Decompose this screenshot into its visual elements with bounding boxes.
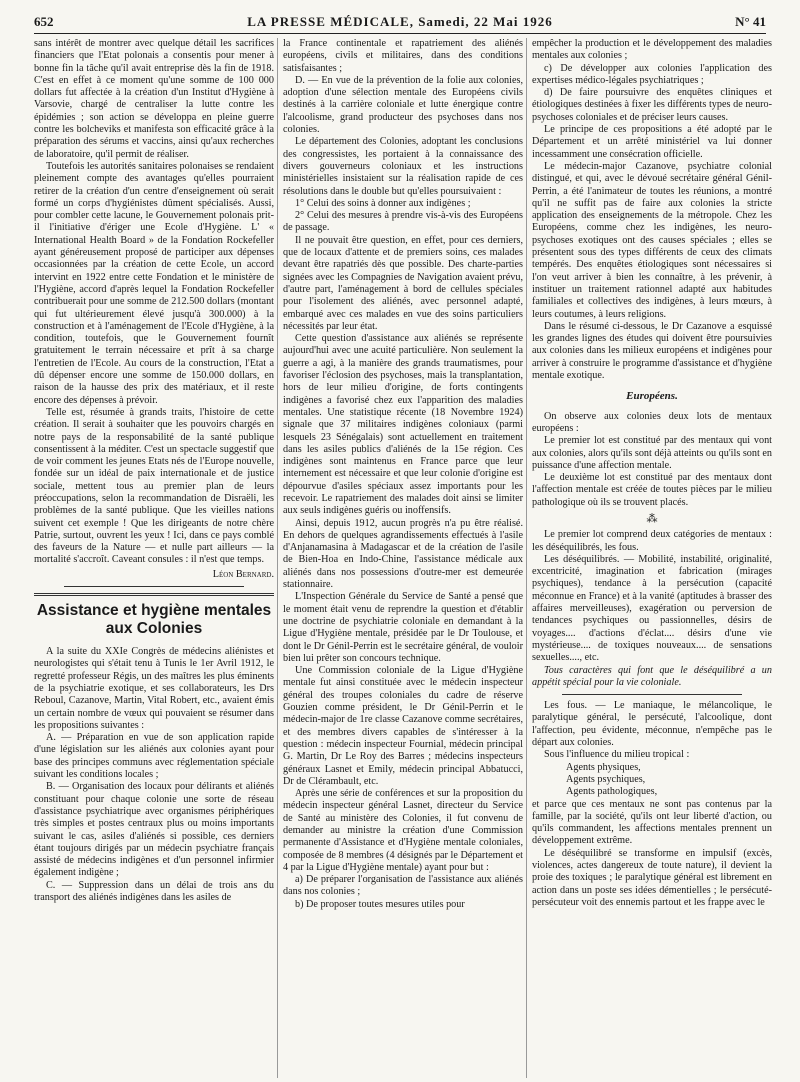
column-1 <box>34 38 274 1078</box>
column-2 <box>283 38 523 1078</box>
paragraph: Le département des Colonies, adoptant les conclusions des congressistes, les portaient à la connaissance des divers gouverneurs coloniaux et les instructions ministérielles insistaient sur la réalisation rapide de ces résolutions dans le double but qu'elles poursuivaient : <box>283 136 523 197</box>
paragraph: Telle est, résumée à grands traits, l'histoire de cette création. Il serait à souhaiter que les pouvoirs chargés en notre pays de la responsabilité de la santé publique consentissent à la méditer. C'est un spectacle suggestif que de voir comment les jeunes Etats nés de l'Europe nouvelle, fondée sur un idéal de paix internationale et de justice sociale, mettent tous au premier plan de leurs préoccupations, selon la recommandation de Disraëli, les problèmes de la santé publique. Que les vieilles nations suivent cet exemple ! Que les dirigeants de notre chère Patrie, surtout, ouvrent les yeux ! Ici, dans ce pays comblé des faveurs de la Nature — et nulle part ailleurs — la mortalité s'accroît. Caveant consules : il n'est que temps. <box>34 406 274 566</box>
column-separator <box>277 38 278 1078</box>
paragraph: Ainsi, depuis 1912, aucun progrès n'a pu être réalisé. En dehors de quelques agrandissements effectués à l'asile d'Anjanamasina à Madagascar et de la création de l'asile de Bien-Hoa en Indo-Chine, l'assistance médicale aux aliénés dans nos possessions d'outre-mer est demeurée stationnaire. <box>283 517 523 591</box>
article-title: Assistance et hygiène mentales aux Colonies <box>36 602 272 638</box>
paragraph: Cette question d'assistance aux aliénés se représente aujourd'hui avec une acuité particulière. Non seulement la guerre a agi, à la manière des grands traumatismes, pour favoriser l'éclosion des psychoses, mais la transplantation, hors de leur milieu d'origine, de forts contingents indigènes a favorisé chez eux l'apparition des maladies mentales. Une statistique récente (18 Novembre 1924) signale que 37 militaires indigènes coloniaux (parmi lesquels 23 Sénégalais) sont actuellement en traitement dans les asiles publics d'aliénés de la 15e région. Ces indigènes sont maintenus en France parce que leur internement est nécessaire et que leur colonie d'origine est dépourvue d'asiles spéciaux assez importants pour les recevoir. Le rapatriement des malades doit ainsi se limiter aux seuls indigènes guéris ou inoffensifs. <box>283 333 523 517</box>
paragraph: 1° Celui des soins à donner aux indigènes ; <box>295 197 471 209</box>
paragraph: Le deuxième lot est constitué par des mentaux dont l'affection mentale est créée de toutes pièces par le milieu pathologique où ils se trouvent placés. <box>532 472 772 508</box>
paragraph: Toutefois les autorités sanitaires polonaises se rendaient pleinement compte des avantages qu'elles pourraient retirer de la création d'un centre d'enseignement où serait formé un corps d'hygiénistes dûment spécialisés. Aussi, pour combler cette lacune, le Gouvernement polonais prit-il l'initiative d'ériger une Ecole d'Hygiène. L' « International Health Board » de la Fondation Rockefeller ayant généreusement proposé de participer aux dépenses occasionnées par la création de cette Ecole, un accord intervint en 1922 entre cette Fondation et le ministère de l'Hygiène, accord d'après lequel la Fondation Rockefeller contribuerait pour une somme de 212.500 dollars (montant qui fut ultérieurement élevé jusqu'à 300.000) à la construction et à l'aménagement de l'Ecole d'Hygiène, à la condition, toutefois, que le Gouvernement fournît gratuitement le terrain nécessaire et prît à sa charge l'entretien de l'Ecole. Au cours de la construction, l'Etat a dû dépenser encore une somme de 150.000 dollars, en raison de la hausse des prix des matériaux, et il reste encore des dépenses à prévoir. <box>34 160 274 406</box>
paragraph: Le médecin-major Cazanove, psychiatre colonial distingué, et qui, avec le dévoué secrétaire général Génil-Perrin, a été l'animateur de toutes les réunions, a montré qu'il ne suffit pas de faire aux colonies la stricte application des enseignements de la métropole. Chez les Européens, comme chez les indigènes, les neuro-psychoses exotiques ont des causes spéciales ; elles se présentent sous des types différents de ceux des climats tempérés. Des enquêtes étiologiques sont nécessaires si l'on veut arriver à bien les connaître, à les prévenir, à instituer un traitement rationnel adapté aux habitudes familiales et collectives des indigènes, à leurs mœurs, à leurs coutumes, à leurs religions. <box>532 160 772 320</box>
paragraph: Le déséquilibré se transforme en impulsif (excès, violences, actes dangereux de toute nature), il devient la proie des toxiques ; le paralytique général est librement en action dans un poste ses idées démentielles ; le persécuté-persécuteur voit des ennemis partout et les frappe avec le <box>532 847 772 908</box>
divider <box>34 593 274 596</box>
column-3 <box>532 38 772 1078</box>
paragraph: L'Inspection Générale du Service de Santé a pensé que le moment était venu de reprendre la question et d'établir une doctrine de psychiatrie coloniale en demandant à la Ligue d'Hygiène mentale, présidée par le Dr Toulouse, et dont le Dr Génil-Perrin est le secrétaire général, de vouloir bien lui prêter son concours technique. <box>283 591 523 664</box>
divider <box>64 586 244 587</box>
asterism: ⁂ <box>646 512 658 525</box>
paragraph: Sous l'influence du milieu tropical : <box>544 749 690 761</box>
paragraph: On observe aux colonies deux lots de mentaux européens : <box>532 410 772 434</box>
paragraph: et parce que ces mentaux ne sont pas contenus par la famille, par la société, qu'ils ont leur liberté d'action, ou qu'ils commandent, les affections mentales prennent un développement extrême. <box>532 798 772 847</box>
paragraph: b) De proposer toutes mesures utiles pour <box>295 898 465 910</box>
paragraph: la France continentale et rapatriement des aliénés européens, civils et militaires, dans des conditions satisfaisantes ; <box>283 38 523 74</box>
column-separator <box>526 38 527 1078</box>
author-signature: Léon Bernard. <box>212 568 274 580</box>
paragraph: Le principe de ces propositions a été adopté par le Département et un arrêté ministériel va lui donner incessamment une consécration officielle. <box>532 124 772 160</box>
paragraph: A. — Préparation en vue de son application rapide d'une législation sur les aliénés aux colonies ayant pour base des principes communs avec réglementation spéciale suivant les conditions locales ; <box>34 732 274 781</box>
paragraph: Le premier lot comprend deux catégories de mentaux : les déséquilibrés, les fous. <box>532 529 772 553</box>
page-header <box>34 0 766 30</box>
paragraph: Le premier lot est constitué par des mentaux qui vont aux colonies, alors qu'ils sont déjà atteints ou qu'ils sont en puissance d'une affection mentale. <box>532 435 772 471</box>
paragraph: c) De développer aux colonies l'application des expertises médico-légales psychiatriques ; <box>532 62 772 86</box>
list-item: Agents psychiques, <box>566 773 646 785</box>
paragraph: 2° Celui des mesures à prendre vis-à-vis des Européens de passage. <box>283 210 523 234</box>
paragraph: d) De faire poursuivre des enquêtes cliniques et étiologiques destinées à fixer les différents types de neuro-psychoses coloniales et de préciser leurs causes. <box>532 87 772 123</box>
paragraph: Une Commission coloniale de la Ligue d'Hygiène mentale fut ainsi constituée avec le médecin inspecteur général des troupes coloniales du cadre de réserve Gouzien comme président, le Dr Génil-Perrin et le médecin-major de 1re classe Cazanove comme secrétaires, et des membres divers capables de s'intéresser à la question : médecin inspecteur Fournial, médecin principal G. Martin, Dr Le Roy des Barres ; médecins inspecteurs généraux Lasnet et Emily, médecin principal Abbatucci, Dr de Clérambault, etc. <box>283 665 523 787</box>
divider <box>562 694 742 695</box>
journal-title: LA PRESSE MÉDICALE, Samedi, 22 Mai 1926 <box>247 14 553 29</box>
issue-number: N° 41 <box>735 14 766 29</box>
paragraph: Dans le résumé ci-dessous, le Dr Cazanove a esquissé les grandes lignes des études qui doivent être poursuivies aux colonies dans les milieux européens et indigènes pour arriver à construire le programme d'assistance et d'hygiène mentale exotique. <box>532 320 772 382</box>
section-heading: Européens. <box>626 390 678 403</box>
paragraph: B. — Organisation des locaux pour délirants et aliénés constituant pour chaque colonie une sorte de réseau d'assistance psychiatrique avec organismes périphériques très simples et postes centraux plus ou moins importants suivant le cas, asiles d'aliénés si possible, ces derniers étant toujours dirigés par un médecin psychiatre français assisté de médecins indigènes et d'un personnel infirmier également indigène ; <box>34 781 274 879</box>
page-number: 652 <box>34 14 54 29</box>
paragraph: empêcher la production et le développement des maladies mentales aux colonies ; <box>532 38 772 62</box>
paragraph: sans intérêt de montrer avec quelque détail les sacrifices financiers que l'Etat polonais a consentis pour mener à bonne fin la tâche qu'il avait entreprise dès la fin de 1918. C'est en effet à ce moment qu'une somme de 100 000 dollars fut affectée à la création d'un Institut d'Hygiène à Varsovie, chargé de centraliser la lutte contre les épidémies ; son action se développa en pleine guerre contre les bolcheviks et manifesta son efficacité grâce à la préparation des sérums et vaccins, ainsi qu'aux recherches de laboratoire, qu'il permit de réaliser. <box>34 38 274 160</box>
paragraph: A la suite du XXIe Congrès de médecins aliénistes et neurologistes qui s'était tenu à Tunis le 1er Avril 1912, le regretté professeur Régis, un des maîtres les plus éminents de la psychiatrie exotique, et ses collaborateurs, les Drs Reboul, Cazanove, Martin, Vital Robert, etc., avaient émis un certain nombre de vœux qui pouvaient se résumer dans les propositions suivantes : <box>34 646 274 731</box>
list-item: Agents pathologiques, <box>566 786 658 798</box>
paragraph: D. — En vue de la prévention de la folie aux colonies, adoption d'une sélection mentale des Européens civils destinés à la carrière coloniale et lutte énergique contre l'alcoolisme, grand producteur des psychoses dans nos colonies. <box>283 74 523 136</box>
paragraph: a) De préparer l'organisation de l'assistance aux aliénés dans nos colonies ; <box>283 874 523 898</box>
paragraph: Il ne pouvait être question, en effet, pour ces derniers, que de locaux d'attente et de premiers soins, ces malades devant être rapatriés dès que possible. Des charte-parties signées avec les Compagnies de Navigation avaient prévu, d'autre part, l'aménagement à bord de cellules spéciales pour l'isolement des aliénés, avec personnel adapté, embarqué avec ces malades en vue des soins particuliers nécessités par leur état. <box>283 234 523 332</box>
paragraph: Tous caractères qui font que le déséquilibré a un appétit spécial pour la vie coloniale. <box>532 664 772 688</box>
list-item: Agents physiques, <box>566 761 641 773</box>
header-rule <box>34 33 766 34</box>
paragraph: Après une série de conférences et sur la proposition du médecin inspecteur général Lasnet, directeur du Service de Santé au ministère des Colonies, il fut convenu de demander au ministre la création d'une Commission permanente d'Assistance et d'Hygiène mentale coloniales, composée de 8 membres (4 désignés par le Département et 4 par la Ligue d'Hygiène mentale) ayant pour but : <box>283 788 523 873</box>
paragraph: Les fous. — Le maniaque, le mélancolique, le paralytique général, le persécuté, l'alcoolique, dont l'affection, peu évidente, méconnue, n'empêche pas le départ aux colonies. <box>532 700 772 749</box>
paragraph: Les déséquilibrés. — Mobilité, instabilité, originalité, excentricité, imagination et fabrication (mirages psychiques), tendance à la persécution (capacité méconnue en France) et à la vanité (aptitudes à brasser des affaires merveilleuses), exagération ou perversion de tendances psychiques ou passionnelles, désirs de voyages.... d'actions d'éclat.... désirs d'une vie mystérieuse.... de toxiques nouveaux.... de sensations sexuelles...., etc. <box>532 553 772 664</box>
paragraph: C. — Suppression dans un délai de trois ans du transport des aliénés indigènes dans les asiles de <box>34 879 274 903</box>
